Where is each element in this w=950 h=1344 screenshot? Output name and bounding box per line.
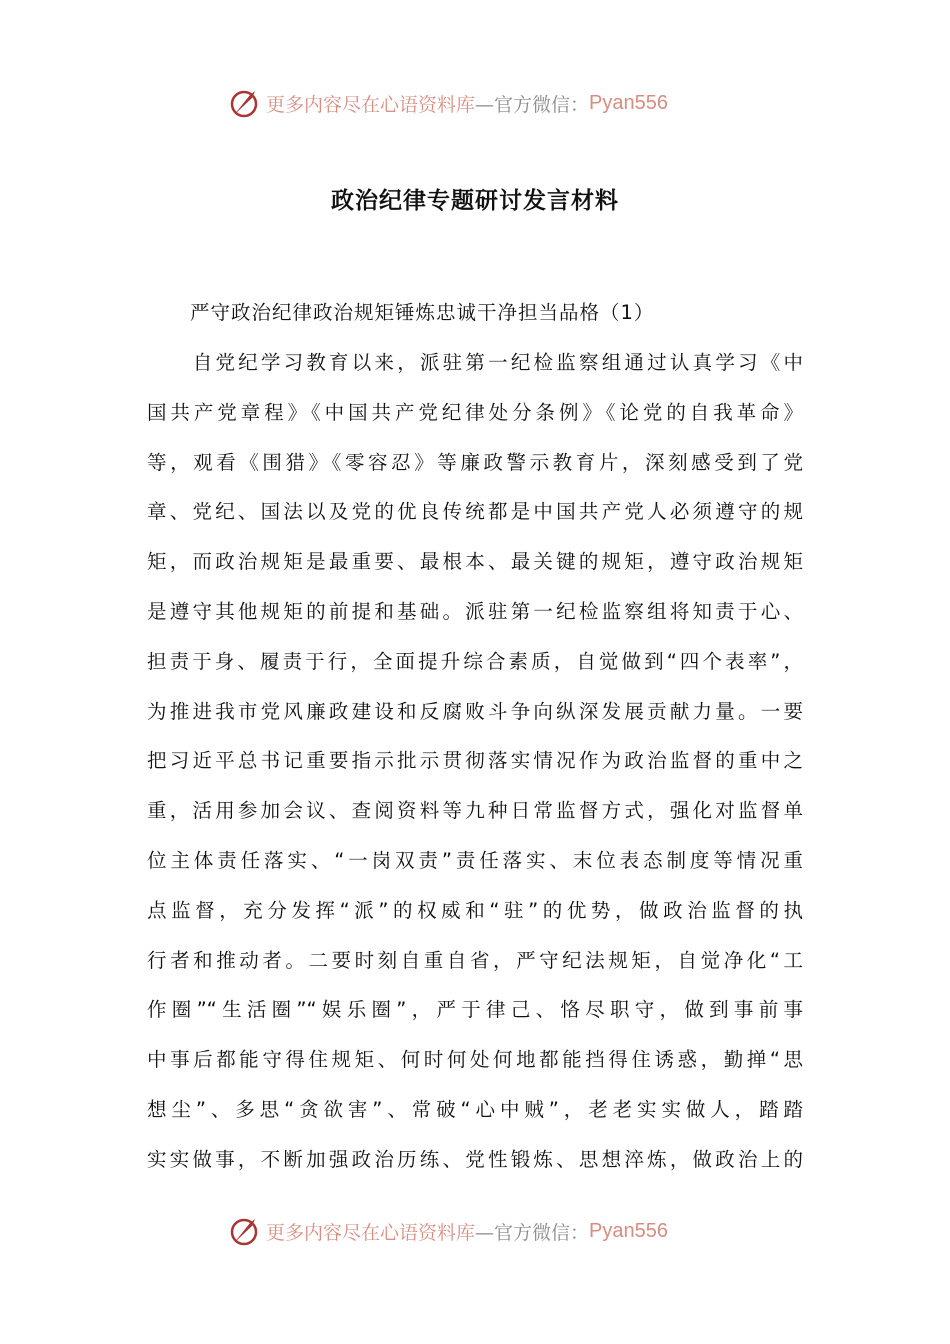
watermark-wechat-id: Pyan556 (589, 91, 668, 114)
body-text-line: 自党纪学习教育以来，派驻第一纪检监察组通过认真学习《中 (170, 351, 803, 374)
watermark-wechat-label: —官方微信： (475, 1221, 590, 1244)
quill-pen-logo-icon (228, 87, 260, 119)
watermark-wechat-label: —官方微信： (475, 93, 590, 116)
watermark-wechat-id: Pyan556 (589, 1219, 668, 1242)
body-text-line: 把习近平总书记重要指示批示贯彻落实情况作为政治监督的重中之 (147, 749, 803, 773)
body-text-line: 重，活用参加会议、查阅资料等九种日常监督方式，强化对监督单 (147, 799, 803, 823)
watermark-text: 更多内容尽在心语资料库 (266, 93, 476, 116)
footer-watermark (228, 1214, 668, 1248)
document-title: 政治纪律专题研讨发言材料 (331, 187, 619, 214)
body-text-line: 作圈”“生活圈”“娱乐圈”，严于律己、恪尽职守，做到事前事 (147, 998, 803, 1022)
body-text-line: 为推进我市党风廉政建设和反腐败斗争向纵深发展贡献力量。一要 (147, 699, 803, 723)
body-text-line: 实实做事，不断加强政治历练、党性锻炼、思想淬炼，做政治上的 (147, 1147, 803, 1171)
body-text-line: 想尘”、多思“贪欲害”、常破“心中贼”，老老实实做人，踏踏 (147, 1098, 803, 1121)
body-text-line: 国共产党章程》《中国共产党纪律处分条例》《论党的自我革命》 (147, 400, 803, 424)
header-watermark (228, 86, 668, 120)
body-text-line: 担责于身、履责于行，全面提升综合素质，自觉做到“四个表率”， (147, 649, 803, 673)
body-text-line: 中事后都能守得住规矩、何时何处何地都能挡得住诱惑，勤掸“思 (147, 1048, 803, 1072)
body-text-line: 等，观看《围猎》《零容忍》等廉政警示教育片，深刻感受到了党 (147, 450, 803, 474)
body-text-line: 点监督，充分发挥“派”的权威和“驻”的优势，做政治监督的执 (147, 898, 803, 922)
body-text-line: 是遵守其他规矩的前提和基础。派驻第一纪检监察组将知责于心、 (147, 600, 803, 623)
body-text-line: 章、党纪、国法以及党的优良传统都是中国共产党人必须遵守的规 (147, 500, 803, 524)
body-text-line: 矩，而政治规矩是最重要、最根本、最关键的规矩，遵守政治规矩 (147, 550, 803, 574)
watermark-text: 更多内容尽在心语资料库 (266, 1221, 476, 1244)
body-text-line: 位主体责任落实、“一岗双责”责任落实、末位表态制度等情况重 (147, 849, 803, 872)
body-text-line: 行者和推动者。二要时刻自重自省，严守纪法规矩，自觉净化“工 (147, 948, 803, 972)
section-heading: 严守政治纪律政治规矩锤炼忠诚干净担当品格（1） (190, 301, 655, 324)
quill-pen-logo-icon (228, 1215, 260, 1247)
